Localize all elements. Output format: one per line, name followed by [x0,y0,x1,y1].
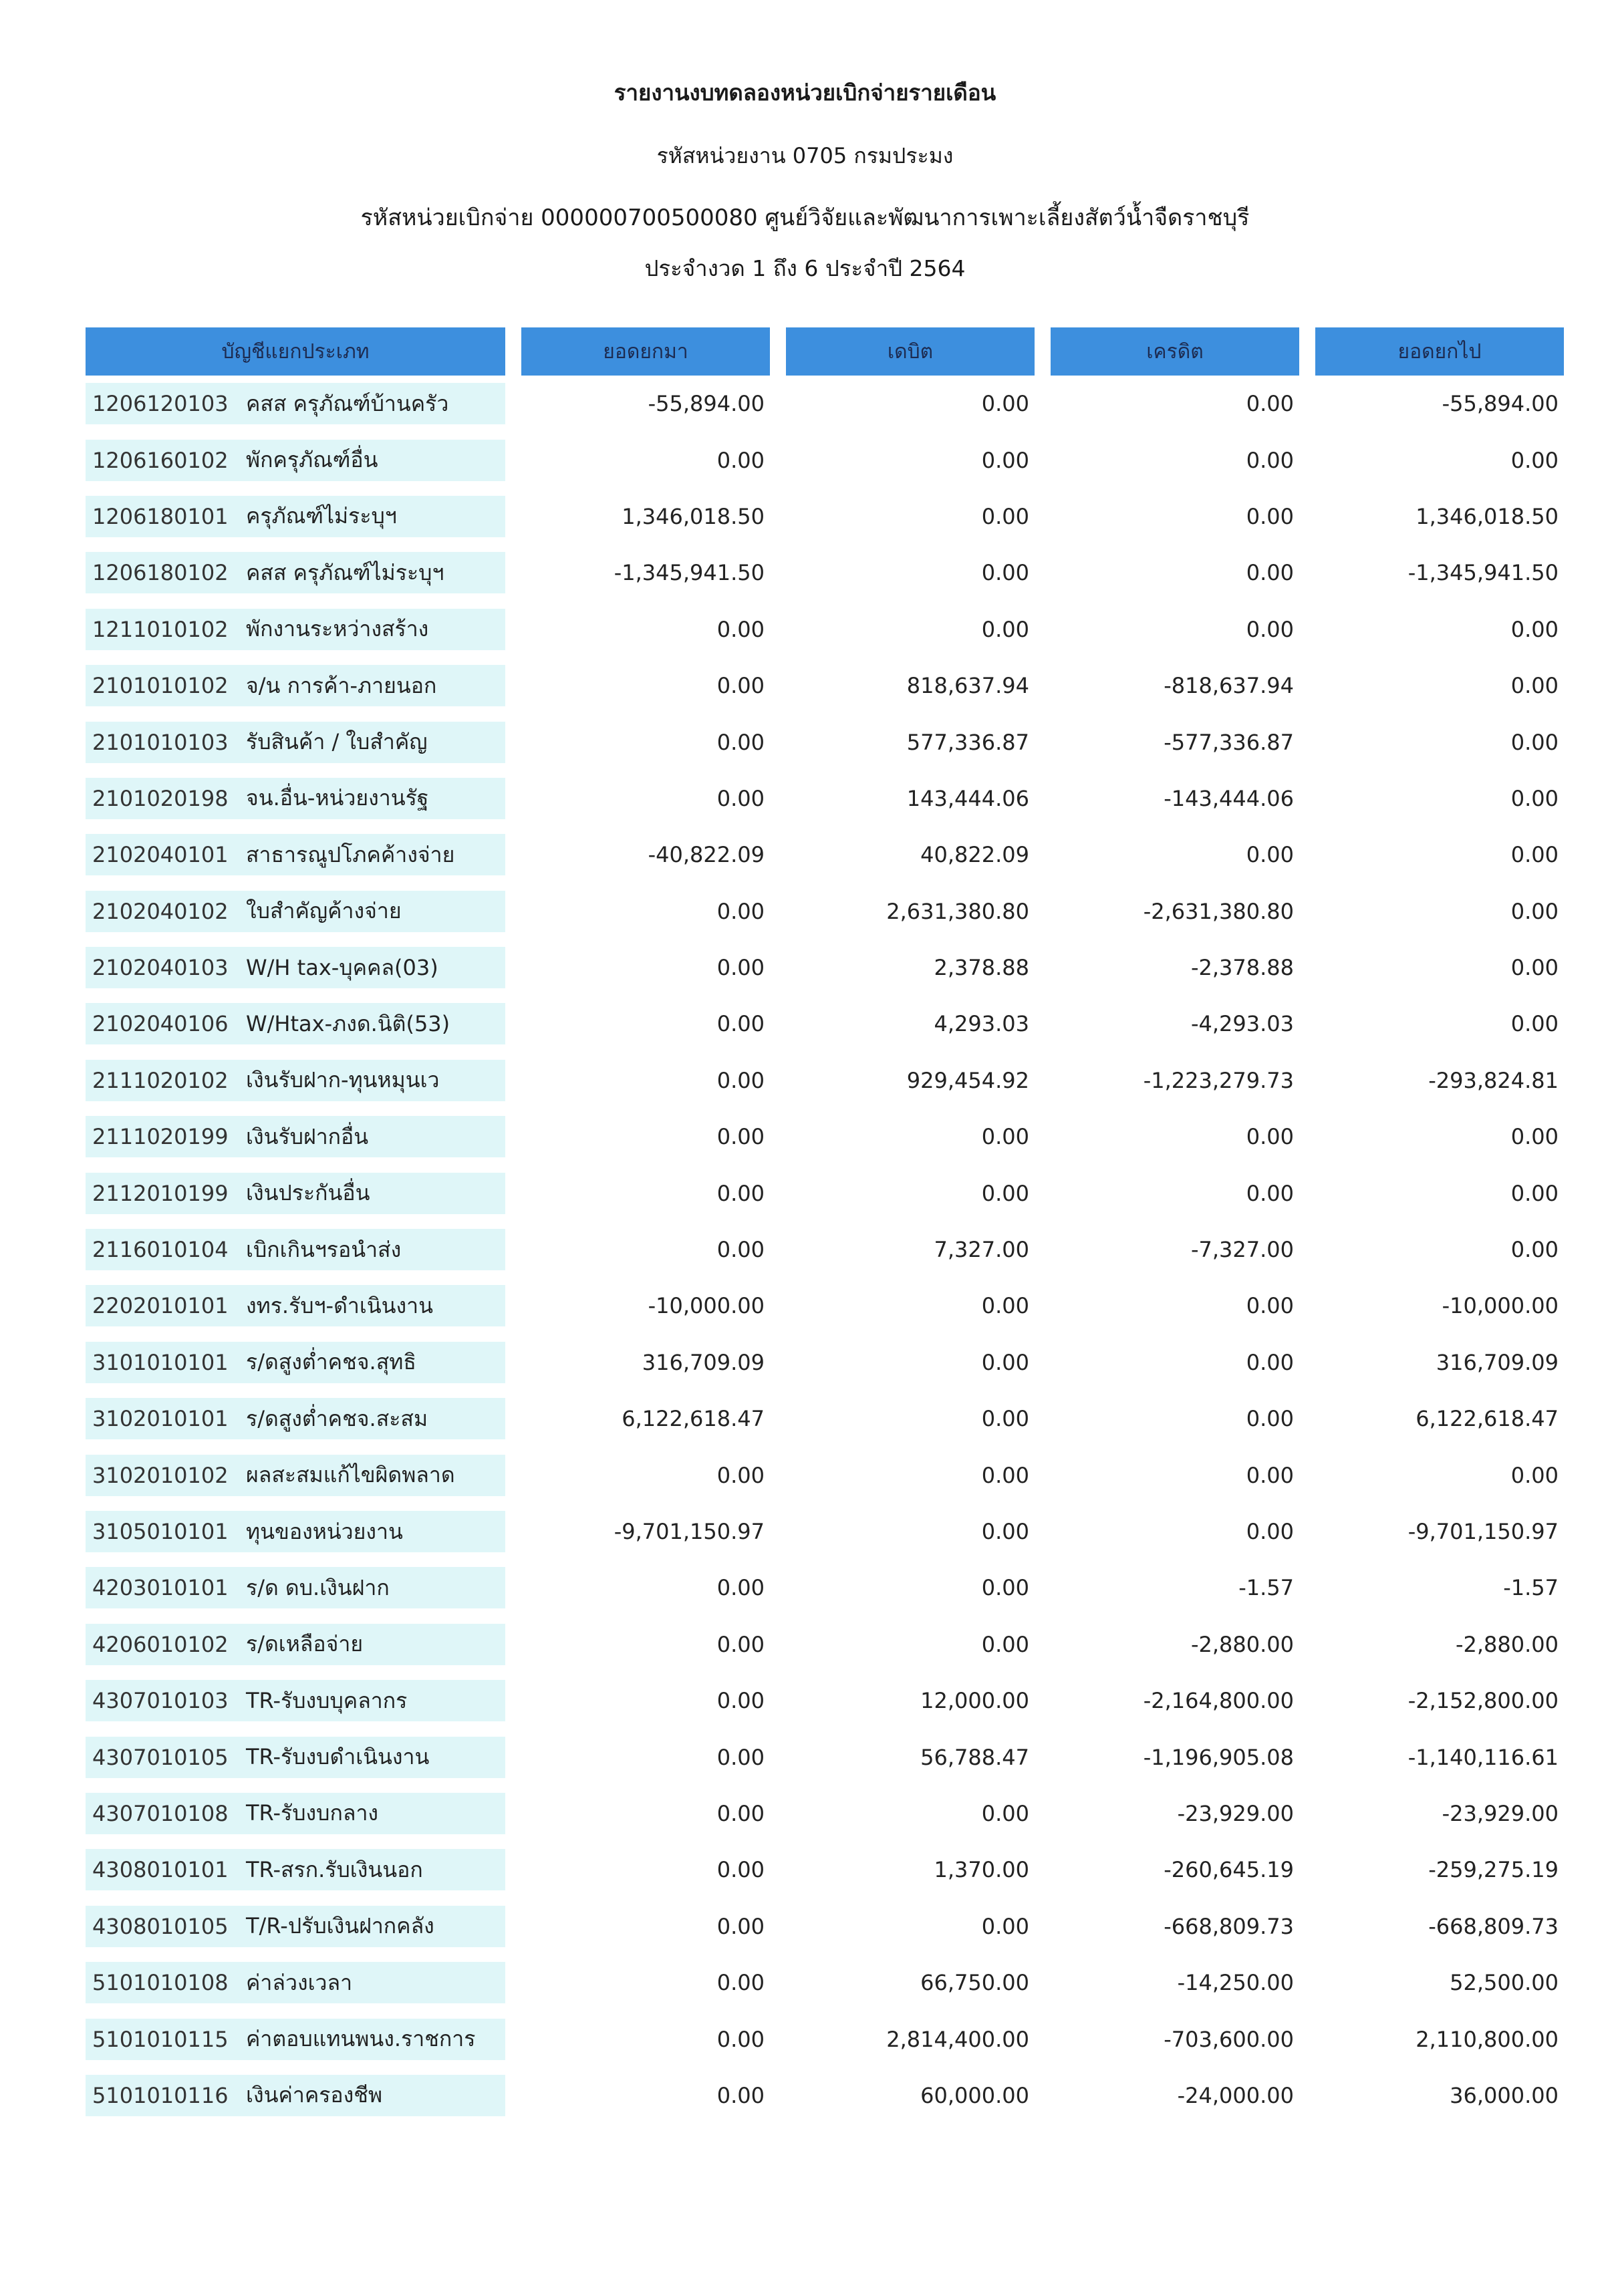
table-row [86,1729,1565,1785]
opening-balance-cell: -10,000.00 [648,1293,765,1319]
opening-balance-cell: 0.00 [716,1800,765,1826]
table-row [86,1447,1565,1503]
credit-cell: 0.00 [1246,1462,1294,1488]
table-row [86,545,1565,601]
trial-balance-table [86,327,1565,2124]
debit-cell: 0.00 [981,560,1029,586]
closing-balance-cell: 0.00 [1510,1237,1559,1263]
opening-balance-cell: -55,894.00 [648,391,765,417]
account-name: TR-รับงบบุคลากร [246,1687,408,1713]
account-name: ผลสะสมแก้ไขผิดพลาด [246,1462,455,1488]
account-name: จน.อื่น-หน่วยงานรัฐ [246,785,429,811]
closing-balance-cell: -293,824.81 [1428,1067,1559,1093]
credit-cell: 0.00 [1246,560,1294,586]
account-name: ใบสำคัญค้างจ่าย [246,898,402,924]
account-code: 4308010105 [92,1913,229,1939]
closing-balance-cell: 0.00 [1510,1124,1559,1150]
account-cell [86,1173,505,1214]
debit-cell: 0.00 [981,1800,1029,1826]
account-cell [86,947,505,988]
account-cell [86,496,505,537]
account-name: ร/ดสูงต่ำคชจ.สุทธิ [246,1349,416,1375]
closing-balance-cell: 0.00 [1510,447,1559,473]
account-code: 2101010102 [92,673,229,699]
closing-balance-cell: 6,122,618.47 [1416,1406,1559,1432]
disbursing-unit-line: รหัสหน่วยเบิกจ่าย 000000700500080 ศูนย์วิจัยและพัฒนาการเพาะเลี้ยงสัตว์น้ำจืดราชบุรี [360,204,1250,231]
table-row [86,1673,1565,1729]
debit-cell: 0.00 [981,1293,1029,1319]
account-cell [86,1793,505,1834]
table-row [86,827,1565,883]
account-code: 5101010115 [92,2026,229,2052]
opening-balance-cell: 0.00 [716,2082,765,2108]
opening-balance-cell: -1,345,941.50 [614,560,765,586]
credit-cell: -1.57 [1238,1575,1294,1601]
closing-balance-cell: 0.00 [1510,1011,1559,1037]
table-row [86,1898,1565,1955]
credit-cell: -260,645.19 [1164,1857,1294,1883]
account-cell [86,2019,505,2060]
closing-balance-cell: 0.00 [1510,842,1559,868]
table-row [86,601,1565,658]
account-cell [86,609,505,650]
debit-cell: 7,327.00 [934,1237,1029,1263]
account-code: 4206010102 [92,1631,229,1657]
debit-cell: 4,293.03 [934,1011,1029,1037]
table-row [86,1278,1565,1334]
header-credit: เครดิต [1051,327,1299,376]
account-name: ค่าล่วงเวลา [246,1969,353,1995]
account-cell [86,2075,505,2116]
account-name: ร/ด ดบ.เงินฝาก [246,1574,390,1600]
account-cell [86,1849,505,1890]
account-name: คสส ครุภัณฑ์ไม่ระบุฯ [246,559,444,585]
opening-balance-cell: 0.00 [716,1631,765,1657]
closing-balance-cell: 0.00 [1510,729,1559,755]
table-row [86,1222,1565,1278]
opening-balance-cell: 0.00 [716,1011,765,1037]
account-name: งทร.รับฯ-ดำเนินงาน [246,1292,433,1318]
account-cell [86,1624,505,1665]
account-name: เบิกเกินฯรอนำส่ง [246,1236,402,1262]
account-name: TR-รับงบกลาง [246,1800,379,1826]
table-row [86,1785,1565,1842]
account-code: 2116010104 [92,1237,229,1263]
account-code: 2101010103 [92,729,229,755]
opening-balance-cell: 0.00 [716,1124,765,1150]
account-cell [86,440,505,481]
header-opening-balance: ยอดยกมา [521,327,770,376]
closing-balance-cell: -1,345,941.50 [1407,560,1559,586]
account-name: ค่าตอบแทนพนง.ราชการ [246,2026,476,2052]
account-code: 1206180101 [92,503,229,529]
opening-balance-cell: 0.00 [716,785,765,811]
credit-cell: -818,637.94 [1164,673,1294,699]
table-row [86,376,1565,432]
account-code: 4308010101 [92,1857,229,1883]
account-name: W/H tax-บุคคล(03) [246,954,438,980]
closing-balance-cell: 0.00 [1510,673,1559,699]
debit-cell: 0.00 [981,1519,1029,1544]
opening-balance-cell: 0.00 [716,898,765,924]
table-body [86,376,1565,2124]
closing-balance-cell: 0.00 [1510,955,1559,981]
account-code: 2111020102 [92,1067,229,1093]
account-code: 4307010108 [92,1800,229,1826]
debit-cell: 0.00 [981,1124,1029,1150]
account-name: คสส ครุภัณฑ์บ้านครัว [246,390,449,416]
account-cell [86,1680,505,1721]
account-code: 2102040102 [92,898,229,924]
header-account: บัญชีแยกประเภท [86,327,505,376]
account-cell [86,1285,505,1326]
credit-cell: -1,223,279.73 [1143,1067,1294,1093]
account-code: 4307010103 [92,1688,229,1714]
opening-balance-cell: 0.00 [716,673,765,699]
table-row [86,1560,1565,1616]
account-code: 3102010102 [92,1462,229,1488]
account-code: 2102040101 [92,842,229,868]
closing-balance-cell: -9,701,150.97 [1407,1519,1559,1544]
debit-cell: 577,336.87 [906,729,1029,755]
account-code: 3101010101 [92,1349,229,1375]
account-code: 2101020198 [92,785,229,811]
account-code: 1206160102 [92,447,229,473]
debit-cell: 66,750.00 [920,1970,1029,1996]
closing-balance-cell: 0.00 [1510,898,1559,924]
opening-balance-cell: 0.00 [716,1970,765,1996]
header-closing-balance: ยอดยกไป [1315,327,1564,376]
closing-balance-cell: 2,110,800.00 [1416,2026,1559,2052]
credit-cell: -2,378.88 [1190,955,1294,981]
credit-cell: 0.00 [1246,1180,1294,1206]
account-cell [86,1737,505,1778]
account-name: TR-สรก.รับเงินนอก [246,1856,423,1882]
credit-cell: -2,880.00 [1190,1631,1294,1657]
credit-cell: 0.00 [1246,1124,1294,1150]
account-name: T/R-ปรับเงินฝากคลัง [246,1913,434,1939]
debit-cell: 818,637.94 [906,673,1029,699]
debit-cell: 0.00 [981,616,1029,642]
debit-cell: 0.00 [981,391,1029,417]
credit-cell: -703,600.00 [1164,2026,1294,2052]
account-cell [86,383,505,424]
closing-balance-cell: -2,152,800.00 [1407,1688,1559,1714]
table-row [86,996,1565,1052]
debit-cell: 0.00 [981,1913,1029,1939]
period-line: ประจำงวด 1 ถึง 6 ประจำปี 2564 [644,255,966,281]
closing-balance-cell: -23,929.00 [1442,1800,1559,1826]
debit-cell: 56,788.47 [920,1744,1029,1770]
opening-balance-cell: 0.00 [716,1744,765,1770]
account-name: รับสินค้า / ใบสำคัญ [246,729,428,755]
credit-cell: 0.00 [1246,503,1294,529]
account-cell [86,1229,505,1270]
account-name: ร/ดสูงต่ำคชจ.สะสม [246,1405,428,1431]
account-code: 5101010116 [92,2082,229,2108]
closing-balance-cell: -1,140,116.61 [1407,1744,1559,1770]
credit-cell: 0.00 [1246,616,1294,642]
opening-balance-cell: -9,701,150.97 [614,1519,765,1544]
credit-cell: -14,250.00 [1177,1970,1294,1996]
table-row [86,1165,1565,1221]
account-cell [86,891,505,932]
account-cell [86,1116,505,1157]
credit-cell: -1,196,905.08 [1143,1744,1294,1770]
header-debit: เดบิต [786,327,1035,376]
debit-cell: 0.00 [981,1575,1029,1601]
account-cell [86,665,505,706]
opening-balance-cell: 0.00 [716,1913,765,1939]
credit-cell: -668,809.73 [1164,1913,1294,1939]
closing-balance-cell: 316,709.09 [1436,1349,1559,1375]
table-header [86,327,1565,376]
account-code: 2112010199 [92,1180,229,1206]
account-code: 1211010102 [92,616,229,642]
account-code: 4307010105 [92,1744,229,1770]
account-code: 5101010108 [92,1970,229,1996]
closing-balance-cell: 0.00 [1510,616,1559,642]
debit-cell: 0.00 [981,447,1029,473]
account-cell [86,1962,505,2003]
credit-cell: 0.00 [1246,1406,1294,1432]
credit-cell: -2,631,380.80 [1143,898,1294,924]
account-name: สาธารณูปโภคค้างจ่าย [246,841,455,867]
account-cell [86,1906,505,1947]
account-name: เงินค่าครองชีพ [246,2082,383,2108]
credit-cell: 0.00 [1246,1519,1294,1544]
account-code: 1206180102 [92,560,229,586]
table-row [86,432,1565,488]
opening-balance-cell: 0.00 [716,1575,765,1601]
account-code: 2102040103 [92,955,229,981]
account-name: W/Htax-ภงด.นิติ(53) [246,1010,450,1036]
account-code: 2102040106 [92,1011,229,1037]
account-cell [86,834,505,875]
opening-balance-cell: -40,822.09 [648,842,765,868]
table-row [86,488,1565,545]
opening-balance-cell: 0.00 [716,1067,765,1093]
credit-cell: -4,293.03 [1190,1011,1294,1037]
account-cell [86,1511,505,1552]
account-name: เงินรับฝาก-ทุนหมุนเว [246,1067,440,1093]
account-cell [86,1455,505,1496]
debit-cell: 12,000.00 [920,1688,1029,1714]
account-cell [86,1398,505,1439]
account-name: พักงานระหว่างสร้าง [246,616,429,642]
table-row [86,940,1565,996]
credit-cell: -23,929.00 [1177,1800,1294,1826]
closing-balance-cell: 52,500.00 [1450,1970,1559,1996]
closing-balance-cell: 0.00 [1510,1180,1559,1206]
credit-cell: 0.00 [1246,842,1294,868]
table-row [86,883,1565,940]
table-row [86,1391,1565,1447]
table-row [86,658,1565,714]
table-row [86,714,1565,770]
table-row [86,1616,1565,1673]
table-row [86,770,1565,827]
debit-cell: 0.00 [981,1349,1029,1375]
table-row [86,1842,1565,1898]
account-name: ครุภัณฑ์ไม่ระบุฯ [246,503,397,529]
opening-balance-cell: 6,122,618.47 [622,1406,765,1432]
opening-balance-cell: 0.00 [716,2026,765,2052]
debit-cell: 0.00 [981,503,1029,529]
table-row [86,1503,1565,1560]
credit-cell: 0.00 [1246,1293,1294,1319]
account-cell [86,1342,505,1383]
closing-balance-cell: -10,000.00 [1442,1293,1559,1319]
account-cell [86,1567,505,1608]
table-row [86,1334,1565,1391]
account-cell [86,552,505,593]
closing-balance-cell: 0.00 [1510,785,1559,811]
account-name: จ/น การค้า-ภายนอก [246,672,437,698]
account-name: ทุนของหน่วยงาน [246,1518,403,1544]
closing-balance-cell: 36,000.00 [1450,2082,1559,2108]
table-row [86,1109,1565,1165]
account-code: 3105010101 [92,1519,229,1544]
opening-balance-cell: 0.00 [716,1180,765,1206]
account-name: พักครุภัณฑ์อื่น [246,447,378,473]
account-cell [86,1003,505,1044]
debit-cell: 1,370.00 [934,1857,1029,1883]
closing-balance-cell: -668,809.73 [1428,1913,1559,1939]
opening-balance-cell: 0.00 [716,1237,765,1263]
debit-cell: 0.00 [981,1631,1029,1657]
credit-cell: 0.00 [1246,447,1294,473]
opening-balance-cell: 0.00 [716,1688,765,1714]
credit-cell: 0.00 [1246,391,1294,417]
account-code: 4203010101 [92,1575,229,1601]
closing-balance-cell: 0.00 [1510,1462,1559,1488]
debit-cell: 2,378.88 [934,955,1029,981]
account-code: 2111020199 [92,1124,229,1150]
account-code: 3102010101 [92,1406,229,1432]
closing-balance-cell: -2,880.00 [1455,1631,1559,1657]
opening-balance-cell: 0.00 [716,729,765,755]
credit-cell: -24,000.00 [1177,2082,1294,2108]
opening-balance-cell: 0.00 [716,447,765,473]
table-row [86,1052,1565,1109]
closing-balance-cell: 1,346,018.50 [1416,503,1559,529]
closing-balance-cell: -55,894.00 [1442,391,1559,417]
debit-cell: 0.00 [981,1406,1029,1432]
opening-balance-cell: 1,346,018.50 [622,503,765,529]
opening-balance-cell: 0.00 [716,1857,765,1883]
opening-balance-cell: 316,709.09 [642,1349,765,1375]
account-code: 1206120103 [92,391,229,417]
debit-cell: 60,000.00 [920,2082,1029,2108]
account-name: เงินรับฝากอื่น [246,1123,369,1149]
agency-line: รหัสหน่วยงาน 0705 กรมประมง [656,143,954,168]
debit-cell: 929,454.92 [906,1067,1029,1093]
table-row [86,2067,1565,2124]
account-name: ร/ดเหลือจ่าย [246,1631,364,1657]
opening-balance-cell: 0.00 [716,1462,765,1488]
account-cell [86,1060,505,1101]
table-row [86,2011,1565,2067]
debit-cell: 2,814,400.00 [886,2026,1029,2052]
report-title: รายงานงบทดลองหน่วยเบิกจ่ายรายเดือน [614,80,996,106]
debit-cell: 0.00 [981,1462,1029,1488]
account-name: เงินประกันอื่น [246,1180,370,1206]
account-code: 2202010101 [92,1293,229,1319]
credit-cell: -577,336.87 [1164,729,1294,755]
credit-cell: -7,327.00 [1190,1237,1294,1263]
debit-cell: 143,444.06 [906,785,1029,811]
credit-cell: -2,164,800.00 [1143,1688,1294,1714]
account-name: TR-รับงบดำเนินงาน [246,1744,430,1770]
account-cell [86,722,505,763]
debit-cell: 2,631,380.80 [886,898,1029,924]
credit-cell: -143,444.06 [1164,785,1294,811]
closing-balance-cell: -1.57 [1503,1575,1559,1601]
closing-balance-cell: -259,275.19 [1428,1857,1559,1883]
opening-balance-cell: 0.00 [716,955,765,981]
opening-balance-cell: 0.00 [716,616,765,642]
table-row [86,1955,1565,2011]
debit-cell: 0.00 [981,1180,1029,1206]
account-cell [86,778,505,819]
credit-cell: 0.00 [1246,1349,1294,1375]
debit-cell: 40,822.09 [920,842,1029,868]
